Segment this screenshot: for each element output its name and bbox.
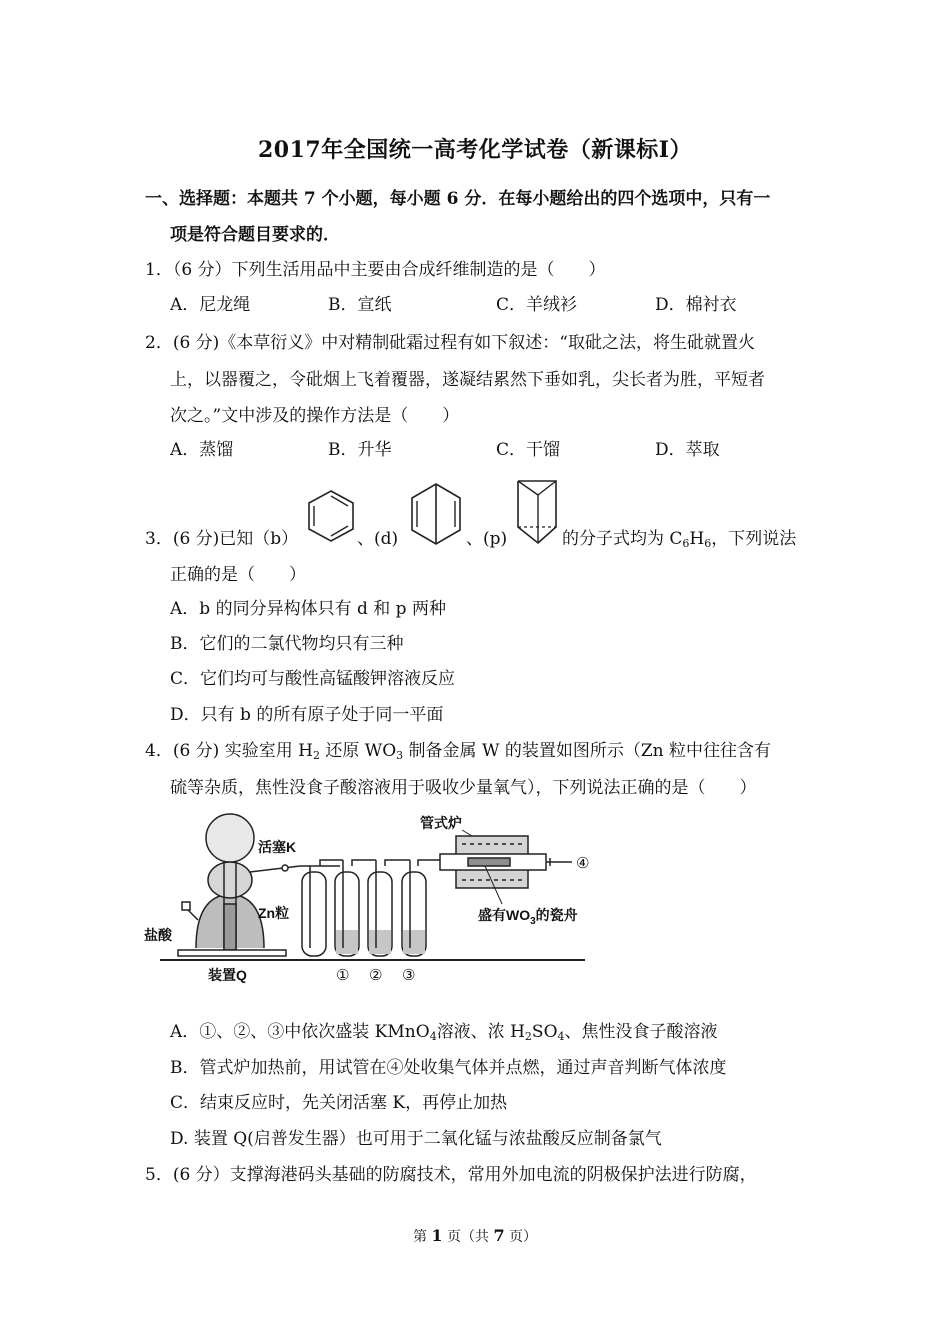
q2-option-b: B．升华: [328, 440, 392, 460]
q3-sep-d: 、(d): [357, 529, 399, 549]
q2-line3: 次之。”文中涉及的操作方法是（ ）: [170, 406, 460, 426]
marker-4: ④: [576, 854, 590, 872]
label-acid: 盐酸: [144, 927, 172, 943]
q4-line2: 硫等杂质，焦性没食子酸溶液用于吸收少量氧气），下列说法正确的是（ ）: [170, 778, 757, 798]
q3-option-d: D．只有 b 的所有原子处于同一平面: [170, 705, 444, 725]
section-heading-line2: 项是符合题目要求的．: [170, 225, 340, 245]
q1-options: [170, 293, 810, 317]
q1-option-b: B．宣纸: [328, 295, 392, 315]
page-footer: 第 1 页（共 7 页）: [412, 1226, 538, 1245]
q4-option-c: C．结束反应时，先关闭活塞 K，再停止加热: [170, 1093, 508, 1113]
q3-option-c: C．它们均可与酸性高锰酸钾溶液反应: [170, 669, 456, 689]
q4-option-d: D. 装置 Q(启普发生器）也可用于二氧化锰与浓盐酸反应制备氯气: [170, 1129, 662, 1149]
q3-sep-p: 、(p): [466, 529, 508, 549]
q2-line1: 2．(6 分)《本草衍义》中对精制砒霜过程有如下叙述：“取砒之法，将生砒就置火: [145, 333, 755, 353]
benzene-structure-b: [305, 487, 357, 545]
q3-tail: 的分子式均为 $C_6H_6$，下列说法: [562, 529, 797, 550]
q4-option-b: B．管式炉加热前，用试管在④处收集气体并点燃，通过声音判断气体浓度: [170, 1058, 727, 1078]
marker-1: ①: [336, 966, 350, 984]
q1-option-c: C．羊绒衫: [496, 295, 578, 315]
q4-option-a: A．①、②、③中依次盛装 KMnO$_4$溶液、浓 $H_2SO_4$、焦性没食子酸溶液: [170, 1022, 718, 1043]
page-title: 2017年全国统一高考化学试卷（新课标Ⅰ）: [257, 137, 693, 163]
page-number: 1: [431, 1226, 443, 1245]
label-stopcock-k: 活塞K: [258, 839, 297, 855]
q1-option-d: D．棉衬衣: [655, 295, 737, 315]
marker-2: ②: [369, 966, 383, 984]
q2-option-a: A．蒸馏: [170, 440, 234, 460]
q3-line2: 正确的是（ ）: [170, 565, 306, 585]
apparatus-diagram: [140, 808, 600, 988]
label-device-q: 装置Q: [208, 967, 247, 983]
q1-option-a: A．尼龙绳: [170, 295, 251, 315]
q3-option-a: A．b 的同分异构体只有 d 和 p 两种: [170, 599, 446, 619]
dewar-benzene-structure-d: [408, 480, 464, 548]
prismane-structure-p: [514, 477, 560, 547]
q2-option-c: C．干馏: [496, 440, 561, 460]
q3-option-b: B．它们的二氯代物均只有三种: [170, 634, 404, 654]
page-total: 7: [493, 1226, 505, 1245]
q3-lead: 3．(6 分)已知（b）: [145, 529, 299, 549]
q1-stem: 1．（6 分）下列生活用品中主要由合成纤维制造的是（ ）: [145, 260, 606, 280]
q2-options: [170, 438, 810, 462]
q2-option-d: D．萃取: [655, 440, 720, 460]
q2-line2: 上，以器覆之，令砒烟上飞着覆器，遂凝结累然下垂如乳，尖长者为胜，平短者: [170, 370, 765, 390]
label-furnace: 管式炉: [420, 815, 462, 831]
section-heading-line1: 一、选择题：本题共 7 个小题，每小题 6 分．在每小题给出的四个选项中，只有一: [145, 189, 771, 209]
label-boat: 盛有$WO_3$的瓷舟: [478, 907, 578, 927]
q5-line1: 5．(6 分）支撑海港码头基础的防腐技术，常用外加电流的阴极保护法进行防腐，: [145, 1165, 757, 1185]
label-zn: Zn粒: [258, 905, 290, 921]
marker-3: ③: [402, 966, 416, 984]
q4-line1: 4．(6 分) 实验室用 $H_2$ 还原 $WO_3$ 制备金属 W 的装置如图所示（Zn 粒中往往含有: [145, 741, 772, 762]
